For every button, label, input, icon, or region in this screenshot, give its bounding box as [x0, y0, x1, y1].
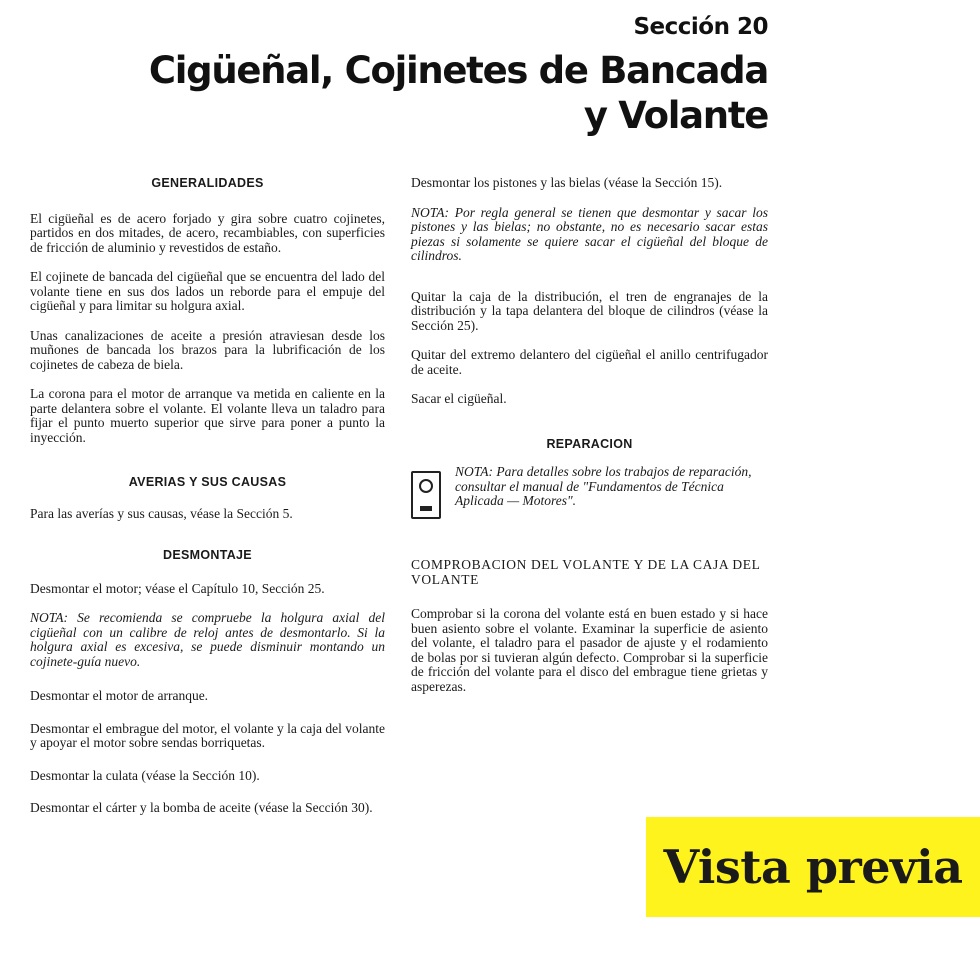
desmontaje-paragraph-4: Desmontar la culata (véase la Sección 10).: [30, 767, 260, 783]
reparacion-heading: REPARACION: [546, 436, 633, 451]
comprobacion-heading: COMPROBACION DEL VOLANTE Y DE LA CAJA DEL VOLANTE: [411, 557, 760, 587]
desmontaje-note: NOTA: Se recomienda se compruebe la holgura axial del cigüeñal con un calibre de reloj antes de desmontarlo. Si la holgura axial es excesiva, se puede disminuir montando un cojinete-guía nuevo.: [30, 610, 385, 669]
preview-badge-label: Vista previa: [663, 840, 963, 894]
generalidades-paragraph-1: El cigüeñal es de acero forjado y gira sobre cuatro cojinetes, partidos en dos mitades, de acero, recambiables, con superficies de fricción de aluminio y revestidos de estaño.: [30, 210, 385, 255]
comprobacion-paragraph: Comprobar si la corona del volante está en buen estado y si hace buen asiento sobre el volante. Examinar la superficie de asiento del volante, el taladro para el pasador de ajuste y el rodamiento de bolas por si tuvieran algún defecto. Comprobar si la superficie de fricción del volante para el disco del embrague tiene grietas y asperezas.: [411, 606, 768, 694]
manual-bar-icon: [420, 506, 432, 511]
generalidades-heading: GENERALIDADES: [151, 176, 264, 190]
averias-paragraph: Para las averías y sus causas, véase la Sección 5.: [30, 505, 293, 521]
right-paragraph-3: Quitar del extremo delantero del cigüeñal el anillo centrifugador de aceite.: [411, 347, 768, 377]
reparacion-note-box: [411, 465, 768, 519]
desmontaje-heading: DESMONTAJE: [163, 548, 252, 562]
section-label: Sección 20: [633, 14, 768, 40]
right-paragraph-4: Sacar el cigüeñal.: [411, 391, 507, 406]
generalidades-paragraph-4: La corona para el motor de arranque va metida en caliente en la parte delantera sobre el volante. El volante lleva un taladro para fijar el punto muerto superior que sirve para poner a punto la inyección.: [30, 386, 385, 445]
title-line-1: Cigüeñal, Cojinetes de Bancada: [148, 49, 768, 92]
generalidades-paragraph-3: Unas canalizaciones de aceite a presión atraviesan desde los muñones de bancada los brazos para la lubrificación de los cojinetes de cabeza de biela.: [30, 327, 385, 372]
right-column: [411, 176, 768, 694]
desmontaje-paragraph-5: Desmontar el cárter y la bomba de aceite (véase la Sección 30).: [30, 800, 373, 815]
title-line-2: y Volante: [583, 94, 768, 137]
page-title: [149, 48, 768, 138]
manual-reference-icon: [411, 471, 441, 519]
manual-disc-icon: [419, 479, 433, 493]
desmontaje-paragraph-1: Desmontar el motor; véase el Capítulo 10, Sección 25.: [30, 580, 325, 596]
right-note-1: NOTA: Por regla general se tienen que desmontar y sacar los pistones y las bielas; no obstante, no es necesario sacar estas piezas si solamente se quiere sacar el cigüeñal del bloque de cilindros.: [411, 204, 768, 263]
right-paragraph-1: Desmontar los pistones y las bielas (véase la Sección 15).: [411, 175, 723, 190]
left-column: [30, 176, 385, 816]
right-paragraph-2: Quitar la caja de la distribución, el tren de engranajes de la distribución y la tapa delantera del bloque de cilindros (véase la Sección 25).: [411, 288, 768, 333]
averias-heading: AVERIAS Y SUS CAUSAS: [128, 475, 287, 489]
reparacion-note: NOTA: Para detalles sobre los trabajos de reparación, consultar el manual de "Fundamentos de Técnica Aplicada — Motores".: [455, 464, 752, 508]
preview-badge[interactable]: [646, 817, 980, 917]
desmontaje-paragraph-3: Desmontar el embrague del motor, el volante y la caja del volante y apoyar el motor sobre sendas borriquetas.: [30, 720, 385, 750]
desmontaje-paragraph-2: Desmontar el motor de arranque.: [30, 688, 209, 703]
generalidades-paragraph-2: El cojinete de bancada del cigüeñal que se encuentra del lado del volante tiene en sus dos lados un reborde para el empuje del cigüeñal y para limitar su holgura axial.: [30, 269, 385, 313]
page-header: [149, 14, 768, 138]
